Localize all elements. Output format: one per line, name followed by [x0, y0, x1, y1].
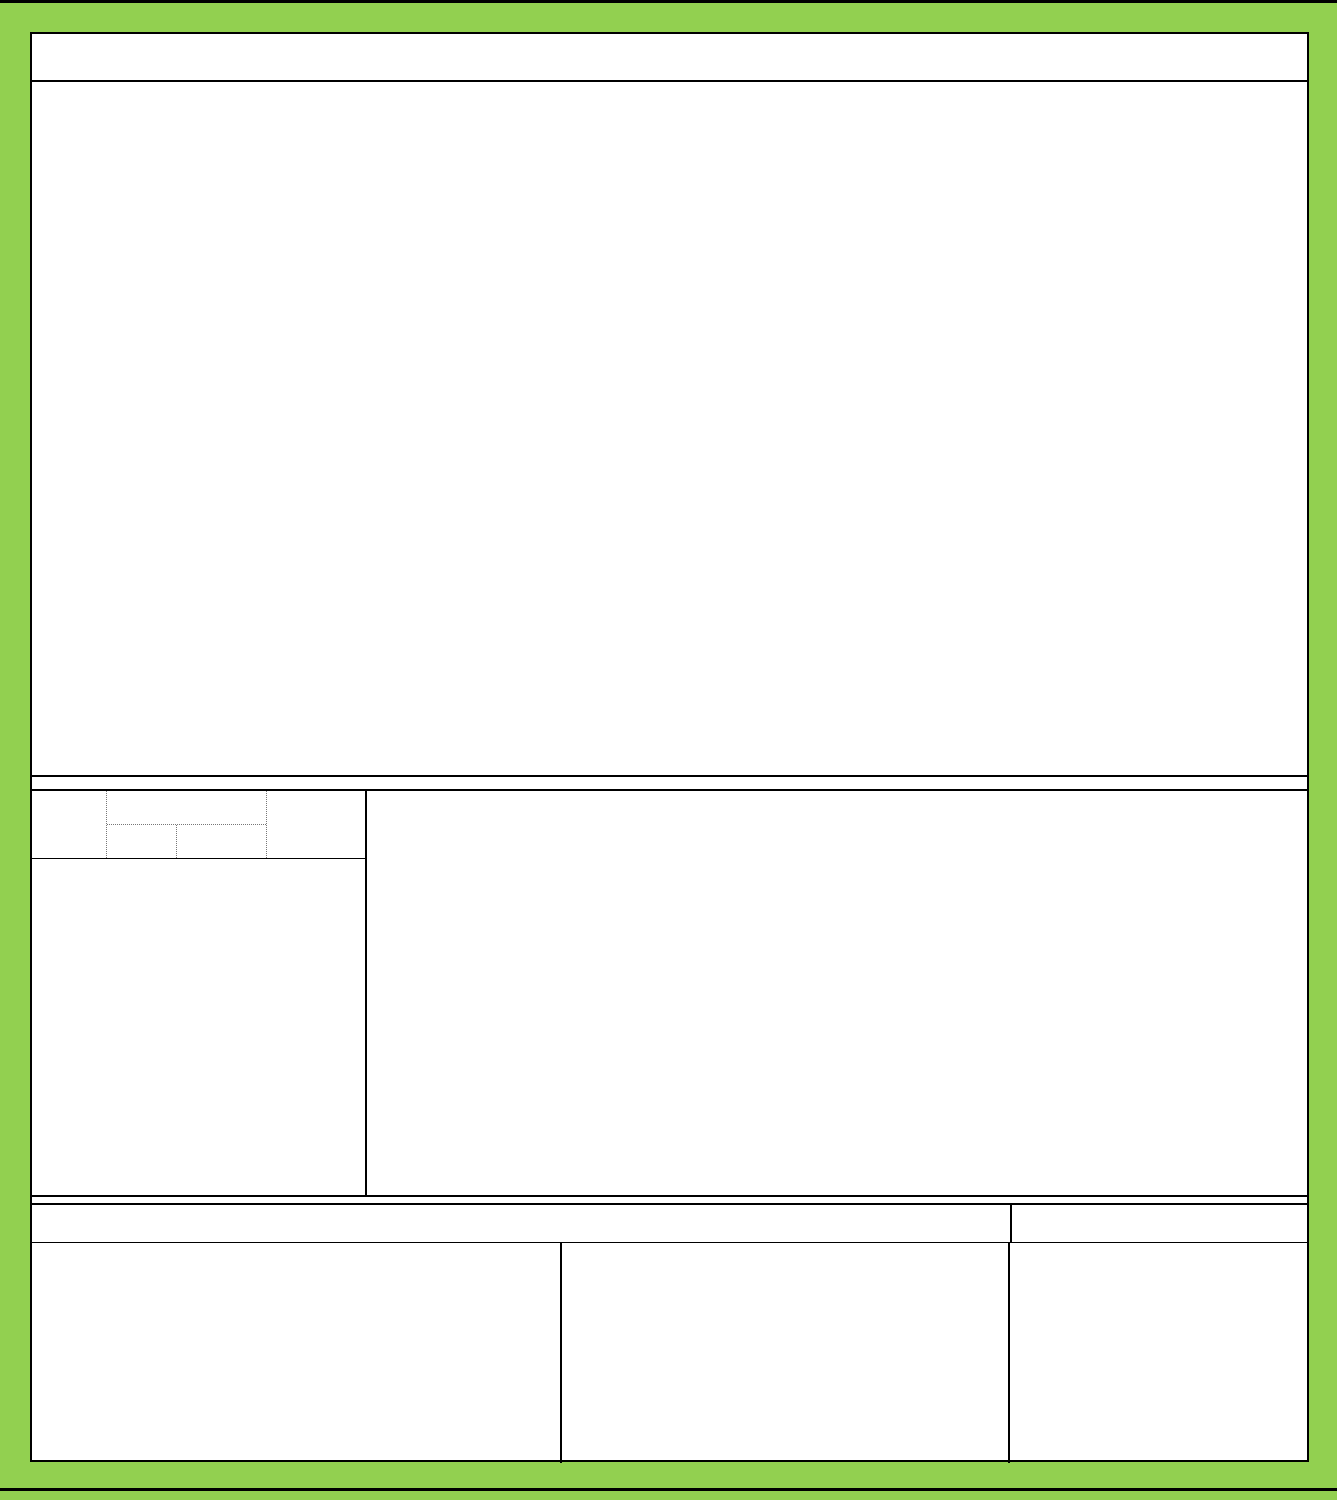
zodiac-number-grids: [32, 1243, 1307, 1463]
note-row: [32, 1205, 1307, 1243]
times-column-header: [107, 791, 267, 858]
before-switch-header: [107, 825, 177, 858]
zodiac-stats-table: [32, 791, 367, 1195]
zodiac-column-header: [32, 791, 107, 858]
times-header-label: [107, 791, 266, 825]
zodiac-numbers-left-grid: [32, 1243, 562, 1463]
main-panel: [30, 32, 1309, 1462]
count-groups-table: [367, 791, 1307, 1195]
zodiac-numbers-section: [32, 1203, 1307, 1463]
zodiac-stats-section: [32, 789, 1307, 1197]
bottom-edge-line: [0, 1488, 1337, 1491]
note-text: [32, 1205, 1010, 1242]
top-edge-line: [0, 0, 1337, 3]
zodiac-numbers-right-grid: [562, 1243, 1010, 1463]
limits-table: [1010, 1243, 1307, 1463]
recent-period-header: [267, 791, 365, 858]
limit-header: [1010, 1205, 1307, 1242]
zodiac-stats-header: [32, 791, 365, 859]
page-title: [32, 34, 1307, 82]
special-code-tables: [32, 82, 1307, 777]
after-switch-header: [177, 825, 266, 858]
